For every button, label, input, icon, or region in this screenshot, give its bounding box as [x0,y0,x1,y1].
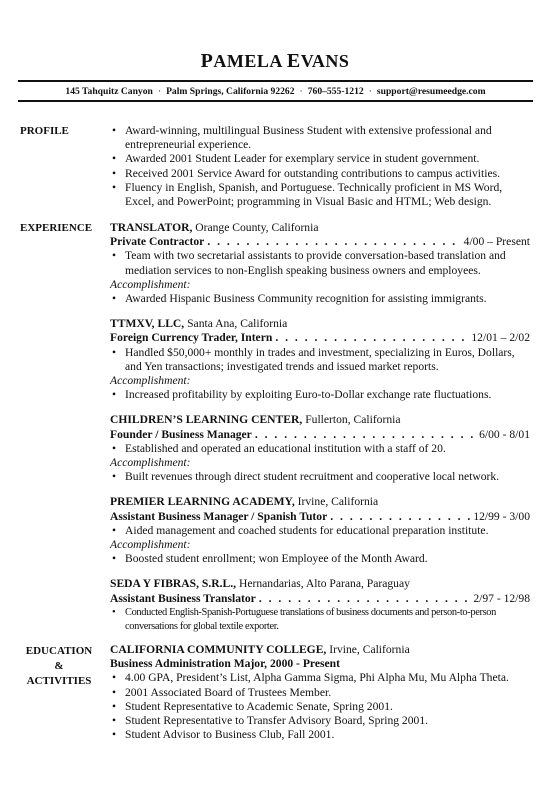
job-title: Assistant Business Manager / Spanish Tutor [110,509,328,523]
job-location: Irvine, California [294,495,379,509]
job-location: Santa Ana, California [184,317,288,331]
job-bullet: • Conducted English-Spanish-Portuguese translations of business documents and person-to-person conversations for global textile exporter. [110,606,530,634]
education-bullet: • 2001 Associated Board of Trustees Member. [110,686,530,700]
education-section [110,643,530,742]
job-company: CHILDREN’S LEARNING CENTER, [110,413,303,427]
dot-leader [255,428,476,442]
contact-city: Palm Springs, California 92262 [166,86,295,97]
contact-email[interactable]: support@resumeedge.com [376,86,486,97]
job-location: Fullerton, California [302,413,401,427]
education-bullet: • 4.00 GPA, President’s List, Alpha Gamma Sigma, Phi Alpha Mu, Mu Alpha Theta. [110,671,530,685]
job-bullet: • Handled $50,000+ monthly in trades and investment, specializing in Euros, Dollars, and Yen transactions; investigated trends and issued market reports. [110,346,530,374]
education-bullet: • Student Representative to Transfer Advisory Board, Spring 2001. [110,714,530,728]
job-entry [110,577,530,634]
profile-section [110,124,530,209]
job-dates: 4/00 – Present [463,235,530,249]
profile-bullet: • Awarded 2001 Student Leader for exemplary service in student government. [110,152,530,166]
dot-leader [275,331,468,345]
major: Business Administration Major, 2000 - Present [110,657,340,671]
job-role-line [110,428,530,442]
job-entry [110,413,530,484]
name-first-rest: AMELA [213,51,282,71]
dot-leader [330,510,470,524]
job-company: TTMXV, LLC, [110,317,185,331]
job-company: PREMIER LEARNING ACADEMY, [110,495,295,509]
education-heading [18,644,100,689]
job-role-line [110,510,530,524]
job-entry [110,495,530,566]
education-bullet: • Student Representative to Academic Senate, Spring 2001. [110,700,530,714]
contact-separator: · [299,86,303,97]
job-company: TRANSLATOR, [110,221,193,234]
accomplishment-bullet: • Boosted student enrollment; won Employee of the Month Award. [110,552,530,566]
job-title: Foreign Currency Trader, Intern [110,331,273,345]
job-bullet: • Established and operated an educational institution with a staff of 20. [110,442,530,456]
experience-section [110,221,530,645]
job-entry [110,317,530,402]
profile-bullet: • Received 2001 Service Award for outstanding contributions to campus activities. [110,167,530,181]
name-first-initial: P [200,50,214,72]
accomplishment-bullet: • Increased profitability by exploiting Euro-to-Dollar exchange rate fluctuations. [110,388,530,402]
job-dates: 6/00 - 8/01 [479,427,530,441]
resume-name [0,50,550,73]
job-bullet: • Team with two secretarial assistants to provide conversation-based translation and mediation services to non-English speaking business owners and employees. [110,249,530,277]
education-heading-line: EDUCATION [25,645,93,657]
job-company: SEDA Y FIBRAS, S.R.L., [110,577,237,591]
contact-bar [18,80,533,102]
accomplishment-label: Accomplishment: [110,374,191,388]
contact-address: 145 Tahquitz Canyon [65,86,153,97]
accomplishment-bullet: • Built revenues through direct student recruitment and cooperative local network. [110,470,530,484]
job-location: Hernandarias, Alto Parana, Paraguay [236,577,410,591]
job-location: Orange County, California [192,221,319,234]
contact-separator: · [157,86,162,97]
school-name: CALIFORNIA COMMUNITY COLLEGE, [110,643,327,656]
profile-bullet: • Award-winning, multilingual Business Student with extensive professional and entrepreneurial experience. [110,124,530,152]
job-title: Private Contractor [110,235,205,249]
accomplishment-label: Accomplishment: [110,277,191,291]
name-last-initial: E [286,50,301,72]
job-title: Founder / Business Manager [110,427,252,441]
job-role-line [110,235,530,249]
education-heading-line: & [54,660,64,672]
education-bullet: • Student Advisor to Business Club, Fall 2001. [110,728,530,742]
job-role-line [110,592,530,606]
profile-heading: PROFILE [20,125,69,137]
contact-phone: 760–555-1212 [307,86,364,97]
contact-separator: · [368,86,372,97]
job-dates: 12/01 – 2/02 [471,331,530,345]
profile-bullet: • Fluency in English, Spanish, and Portuguese. Technically proficient in MS Word, Excel, and PowerPoint; programming in Visual Basic and HTML; Web design. [110,181,530,209]
job-dates: 12/99 - 3/00 [473,509,530,523]
job-bullet: • Aided management and coached students for educational preparation institute. [110,524,530,538]
education-heading-line: ACTIVITIES [26,675,92,687]
job-title: Assistant Business Translator [110,591,256,605]
job-role-line [110,331,530,345]
dot-leader [259,592,471,606]
school-location: Irvine, California [326,643,410,656]
dot-leader [207,235,460,249]
name-last-rest: VANS [300,51,350,71]
accomplishment-bullet: • Awarded Hispanic Business Community recognition for assisting immigrants. [110,292,530,306]
experience-heading: EXPERIENCE [20,222,93,234]
accomplishment-label: Accomplishment: [110,538,191,552]
job-dates: 2/97 - 12/98 [473,591,530,605]
accomplishment-label: Accomplishment: [110,456,191,470]
job-entry [110,221,530,306]
